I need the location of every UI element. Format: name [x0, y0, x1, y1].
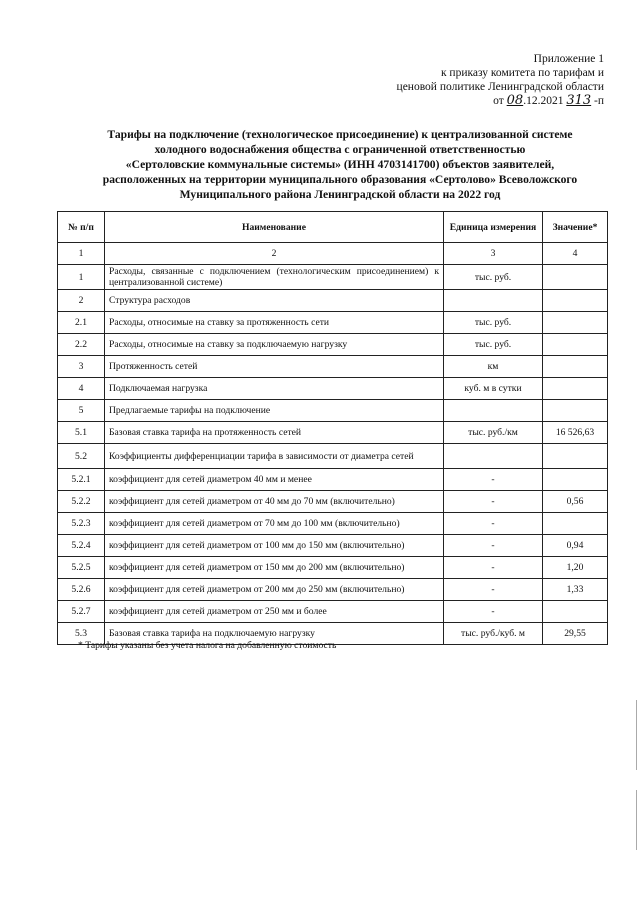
table-row — [58, 535, 608, 557]
row-unit: тыс. руб. — [444, 334, 543, 356]
table-row — [58, 334, 608, 356]
table-row — [58, 491, 608, 513]
row-value: 0,56 — [543, 491, 608, 513]
row-unit: 3 — [444, 243, 543, 265]
row-number: 5.2.2 — [58, 491, 105, 513]
row-number: 4 — [58, 378, 105, 400]
row-unit: - — [444, 491, 543, 513]
row-number: 5.2.6 — [58, 579, 105, 601]
row-number: 5.2.7 — [58, 601, 105, 623]
row-number: 5.3 — [58, 623, 105, 645]
title-line-2: холодного водоснабжения общества с ограниченной ответственностью — [154, 143, 526, 156]
row-unit: тыс. руб./куб. м — [444, 623, 543, 645]
table-row — [58, 469, 608, 491]
order-suffix: -п — [594, 95, 604, 107]
row-name: коэффициент для сетей диаметром от 70 мм до 100 мм (включительно) — [105, 513, 444, 535]
tariffs-table — [57, 211, 608, 645]
row-value: 29,55 — [543, 623, 608, 645]
row-value — [543, 513, 608, 535]
row-name: коэффициент для сетей диаметром от 250 мм и более — [105, 601, 444, 623]
row-unit: км — [444, 356, 543, 378]
row-number: 5.1 — [58, 422, 105, 444]
table-row — [58, 378, 608, 400]
row-unit: - — [444, 557, 543, 579]
table-row — [58, 356, 608, 378]
title-line-1: Тарифы на подключение (технологическое присоединение) к централизованной системе — [107, 128, 573, 141]
row-unit: тыс. руб. — [444, 265, 543, 290]
appendix-line-2: к приказу комитета по тарифам и — [440, 67, 604, 79]
title-line-3: «Сертоловские коммунальные системы» (ИНН 4703141700) объектов заявителей, — [125, 158, 555, 171]
row-name: Расходы, относимые на ставку за подключаемую нагрузку — [105, 334, 444, 356]
table-row — [58, 312, 608, 334]
table-row — [58, 290, 608, 312]
row-unit — [444, 444, 543, 469]
row-name: 2 — [105, 243, 444, 265]
row-value: 1,20 — [543, 557, 608, 579]
scan-edge-mark — [636, 700, 637, 770]
row-unit: куб. м в сутки — [444, 378, 543, 400]
date-day-handwritten: 08 — [506, 93, 524, 108]
row-number: 5.2.4 — [58, 535, 105, 557]
row-value — [543, 400, 608, 422]
row-name: Расходы, относимые на ставку за протяженность сети — [105, 312, 444, 334]
header-number: № п/п — [58, 212, 105, 243]
row-unit — [444, 290, 543, 312]
footnote: * Тарифы указаны без учета налога на добавленную стоимость — [78, 640, 337, 651]
scan-edge-mark — [636, 790, 637, 850]
row-number: 5.2 — [58, 444, 105, 469]
row-name: Базовая ставка тарифа на протяженность сетей — [105, 422, 444, 444]
row-name: Предлагаемые тарифы на подключение — [105, 400, 444, 422]
row-number: 5 — [58, 400, 105, 422]
row-name: Подключаемая нагрузка — [105, 378, 444, 400]
row-number: 2.1 — [58, 312, 105, 334]
title-line-5: Муниципального района Ленинградской области на 2022 год — [179, 188, 501, 201]
row-value — [543, 444, 608, 469]
row-unit: - — [444, 601, 543, 623]
table-row — [58, 513, 608, 535]
header-value: Значение* — [543, 212, 608, 243]
row-name: Протяженность сетей — [105, 356, 444, 378]
row-unit: - — [444, 513, 543, 535]
table-row — [58, 601, 608, 623]
row-value — [543, 601, 608, 623]
header-name: Наименование — [105, 212, 444, 243]
appendix-header — [344, 52, 604, 108]
row-name: коэффициент для сетей диаметром от 40 мм до 70 мм (включительно) — [105, 491, 444, 513]
table-row — [58, 400, 608, 422]
row-name: Структура расходов — [105, 290, 444, 312]
header-unit: Единица измерения — [444, 212, 543, 243]
row-number: 5.2.3 — [58, 513, 105, 535]
row-unit — [444, 400, 543, 422]
row-value — [543, 378, 608, 400]
row-value: 4 — [543, 243, 608, 265]
table-row — [58, 557, 608, 579]
row-name: Базовая ставка тарифа на подключаемую нагрузку — [105, 623, 444, 645]
appendix-date-line — [344, 94, 604, 108]
row-value: 1,33 — [543, 579, 608, 601]
row-value — [543, 290, 608, 312]
row-unit: тыс. руб. — [444, 312, 543, 334]
row-name: Расходы, связанные с подключением (технологическим присоединением) к централизованной системе) — [105, 265, 444, 290]
title-line-4: расположенных на территории муниципального образования «Сертолово» Всеволожского — [102, 173, 578, 186]
row-number: 1 — [58, 265, 105, 290]
row-name: коэффициент для сетей диаметром от 150 мм до 200 мм (включительно) — [105, 557, 444, 579]
row-number: 1 — [58, 243, 105, 265]
row-number: 2.2 — [58, 334, 105, 356]
row-name: коэффициент для сетей диаметром от 100 мм до 150 мм (включительно) — [105, 535, 444, 557]
row-number: 5.2.5 — [58, 557, 105, 579]
table-row — [58, 243, 608, 265]
row-value — [543, 356, 608, 378]
row-number: 5.2.1 — [58, 469, 105, 491]
document-title — [58, 127, 622, 202]
table-row — [58, 579, 608, 601]
row-number: 2 — [58, 290, 105, 312]
row-name: коэффициент для сетей диаметром от 200 мм до 250 мм (включительно) — [105, 579, 444, 601]
row-value: 16 526,63 — [543, 422, 608, 444]
table-row — [58, 444, 608, 469]
table-row — [58, 265, 608, 290]
row-value — [543, 469, 608, 491]
table-row — [58, 422, 608, 444]
row-unit: - — [444, 535, 543, 557]
date-rest: .12.2021 — [523, 95, 564, 107]
row-name: коэффициент для сетей диаметром 40 мм и менее — [105, 469, 444, 491]
row-value: 0,94 — [543, 535, 608, 557]
row-unit: - — [444, 469, 543, 491]
row-value — [543, 334, 608, 356]
appendix-line-3: ценовой политике Ленинградской области — [396, 81, 604, 93]
row-unit: тыс. руб./км — [444, 422, 543, 444]
row-unit: - — [444, 579, 543, 601]
row-value — [543, 265, 608, 290]
row-name: Коэффициенты дифференциации тарифа в зависимости от диаметра сетей — [105, 444, 444, 469]
row-value — [543, 312, 608, 334]
table-header-row — [58, 212, 608, 243]
date-prefix: от — [493, 95, 504, 107]
order-number-handwritten: 313 — [566, 93, 592, 108]
appendix-line-1: Приложение 1 — [533, 53, 604, 65]
row-number: 3 — [58, 356, 105, 378]
